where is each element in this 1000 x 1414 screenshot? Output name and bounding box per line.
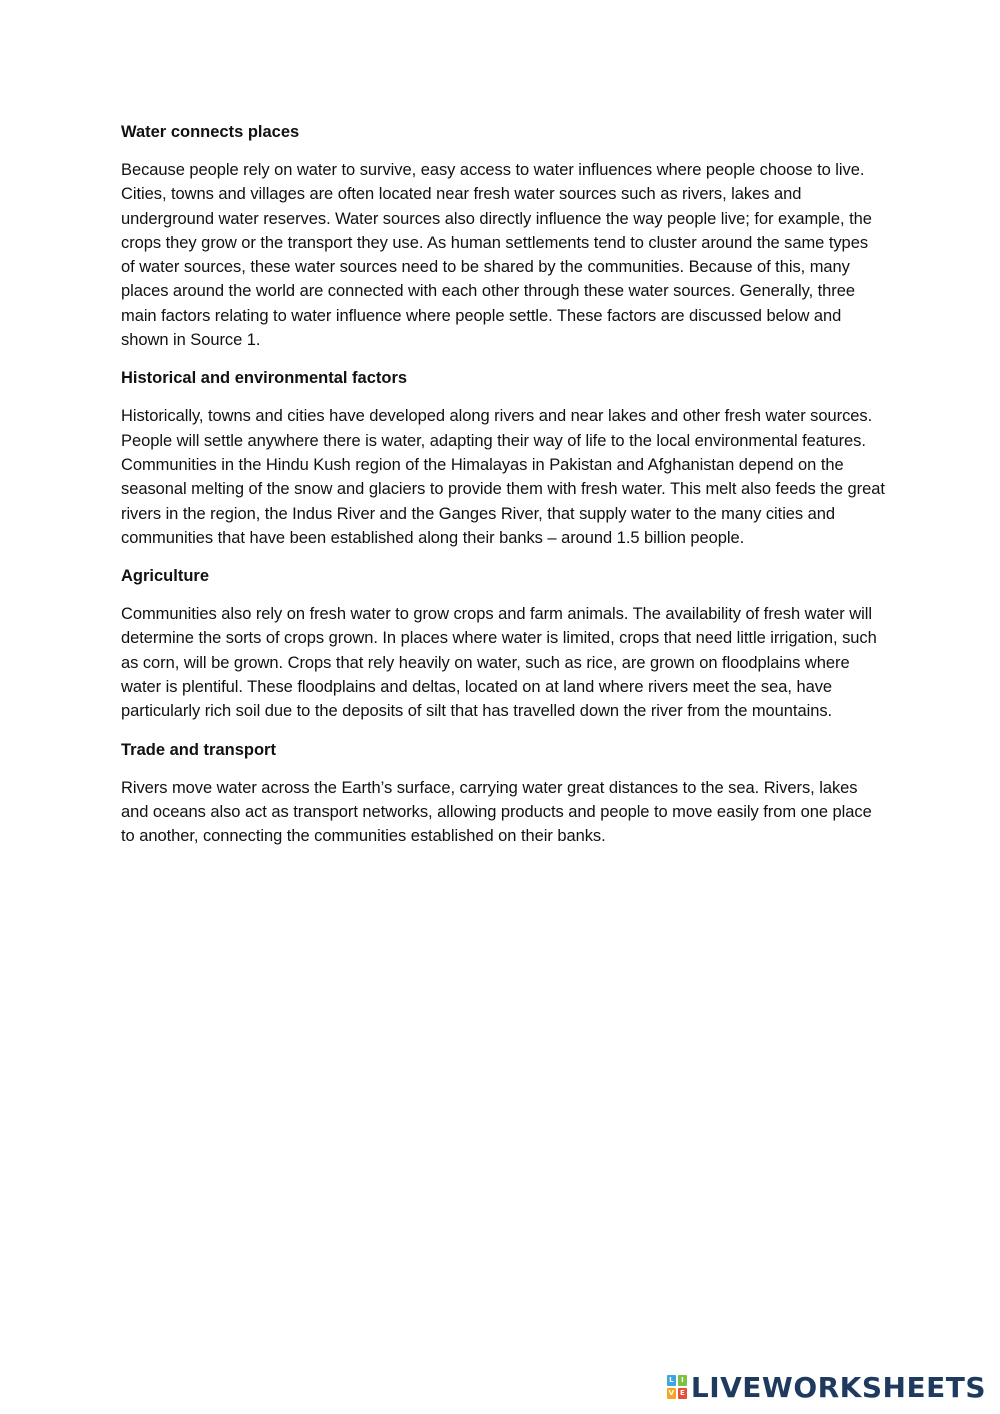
section-heading: Trade and transport [121,740,276,759]
section-heading: Water connects places [121,123,300,141]
section-body: Rivers move water across the Earth’s surface, carrying water great distances to the sea. Rivers, lakes and oceans also act as transport networks, allowing products and people to move easily from one place to another, connecting the communities established on their banks. [121,778,872,846]
section-historical-environmental [121,366,886,550]
section-heading: Agriculture [121,567,210,586]
section-trade-transport [121,738,886,849]
section-agriculture [121,564,886,723]
section-body: Communities also rely on fresh water to grow crops and farm animals. The availability of fresh water will determine the sorts of crops grown. In places where water is limited, crops that need little irrigation, such as corn, will be grown. Crops that rely heavily on water, such as rice, are grown on floodplains where water is plentiful. These floodplains and deltas, located on at land where rivers meet the sea, have particularly rich soil due to the deposits of silt that has travelled down the river from the mountains. [121,605,877,721]
section-heading: Historical and environmental factors [121,369,408,388]
section-body: Because people rely on water to survive, easy access to water influences where people choose to live. Cities, towns and villages are often located near fresh water sources such as rivers, lakes and underground water reserves. Water sources also directly influence the way people live; for example, the crops they grow or the transport they use. As human settlements tend to cluster around the same types of water sources, these water sources need to be shared by the communities. Because of this, many places around the world are connected with each other through these water sources. Generally, three main factors relating to water influence where people settle. These factors are discussed below and shown in Source 1. [121,161,872,350]
logo-mark-tile: I [678,1375,687,1386]
logo-mark-tile: E [678,1388,687,1399]
liveworksheets-logo [667,1370,986,1404]
section-water-connects-places [121,120,886,352]
logo-mark-icon [667,1375,687,1399]
logo-mark-tile: L [667,1375,676,1386]
logo-mark-tile: V [668,1389,675,1397]
section-body: Historically, towns and cities have developed along rivers and near lakes and other fresh water sources. People will settle anywhere there is water, adapting their way of life to the local environmental features. Communities in the Hindu Kush region of the Himalayas in Pakistan and Afghanistan depend on the seasonal melting of the snow and glaciers to provide them with fresh water. This melt also feeds the great rivers in the region, the Indus River and the Ganges River, that supply water to the many cities and communities that have been established along their banks – around 1.5 billion people. [121,407,885,547]
document-page [121,120,886,863]
logo-text: LIVEWORKSHEETS [690,1370,986,1404]
